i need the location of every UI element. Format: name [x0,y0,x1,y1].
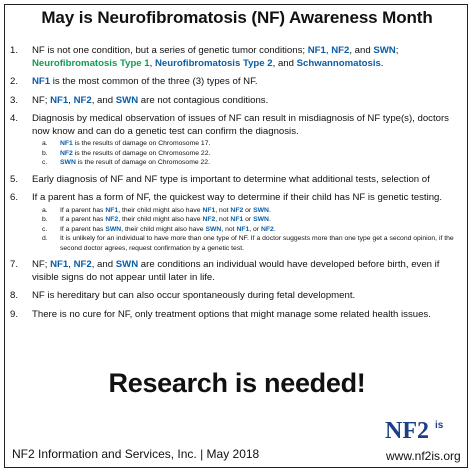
sub-item-letter: c. [42,159,48,166]
sub-item-text [60,139,465,149]
sub-item-letter: a. [42,206,48,214]
list-item [10,76,465,89]
text-segment: , their child might also have [118,216,203,223]
text-segment: NF; [32,259,51,270]
sub-list-item [42,139,465,149]
sub-item-text [60,215,465,225]
highlight-term: NF2 [73,259,92,270]
highlight-term: NF1 [50,259,69,270]
highlight-term: NF2 [331,45,350,56]
highlight-term: NF2 [105,216,119,223]
text-segment: If a parent has [60,225,106,233]
text-segment: , not [215,206,231,214]
highlight-term: NF1 [32,76,51,87]
item-number: 1. [10,45,19,56]
item-text [32,113,465,138]
highlight-term: SWN [115,94,139,106]
text-segment: is the most common of the three (3) types of NF. [50,76,258,87]
item-text [32,45,465,70]
text-segment: If a parent has a form of NF, the quickest way to determine if their child has NF is genetic testing. [32,192,443,203]
website-link[interactable]: www.nf2is.org [386,449,461,463]
item-number: 7. [10,259,19,270]
list-item [10,192,465,253]
highlight-term: NF2 [60,149,73,157]
text-segment: , [325,45,332,56]
highlight-term: SWN [373,45,396,56]
text-segment: , [68,94,74,106]
highlight-term: NF1 [202,206,216,214]
highlight-term: SWN [253,206,269,214]
highlight-term: NF2 [202,216,216,223]
nf2is-logo [385,418,465,446]
text-segment: , and [91,259,116,270]
sub-list [32,139,465,168]
list-item [10,290,465,303]
highlight-term: NF1 [50,94,69,106]
highlight-term: NF2 [73,94,92,106]
text-segment: , [149,57,155,69]
text-segment: , not [221,225,237,233]
highlight-term: SWN [60,159,76,166]
highlight-term: Neurofibromatosis Type 1 [32,57,150,69]
sub-list-item [42,215,465,225]
text-segment: , and [349,45,374,56]
text-segment: ; [395,45,399,56]
sub-item-text [60,225,465,235]
highlight-term: NF1 [60,140,73,147]
sub-item-letter: b. [42,149,48,157]
text-segment: are not contagious conditions. [138,94,269,106]
item-text [32,95,465,108]
text-segment: , [68,259,74,270]
sub-item-text [60,158,465,168]
text-segment: . [380,57,384,69]
highlight-term: NF1 [230,216,244,223]
sub-list-item [42,158,465,168]
item-number: 5. [10,173,19,185]
text-segment: Diagnosis by medical observation of issues of NF can result in misdiagnosis of NF type(s), doctors now know and can do a genetic test can confirm the diagnosis. [32,113,449,137]
item-number: 6. [10,192,19,203]
highlight-term: NF1 [105,206,119,214]
text-segment: , their child might also have [118,206,203,214]
item-number: 2. [10,76,19,87]
highlight-term: SWN [253,216,269,223]
fact-list [10,45,465,327]
list-item [10,45,465,70]
highlight-term: NF2 [230,206,244,214]
text-segment: is the results of damage on Chromosome 22. [72,149,211,157]
highlight-term: NF1 [236,225,250,233]
list-item [10,95,465,108]
sub-list [32,206,465,254]
sub-list-item [42,234,465,253]
highlight-term: Schwannomatosis [296,57,381,69]
highlight-term: SWN [115,259,139,270]
text-segment: or [243,206,254,214]
item-number: 4. [10,113,19,124]
item-number: 9. [10,308,19,320]
highlight-term: SWN [105,225,122,233]
list-item [10,259,465,284]
sub-item-text [60,149,465,159]
text-segment: are conditions an individual would have developed before birth, even if visible signs do not appear until later in life. [32,259,440,283]
sub-list-item [42,225,465,235]
text-segment: or [243,216,254,223]
sub-item-letter: d. [42,235,48,242]
item-text [32,76,465,89]
highlight-term: NF2 [261,225,274,233]
text-segment: . [273,225,276,233]
text-segment: . [268,206,271,214]
sub-item-letter: b. [42,216,48,223]
sub-item-text [60,206,465,216]
item-text [32,192,465,205]
logo-sup: is [435,420,444,431]
text-segment: , their child might also have [121,225,206,233]
text-segment: , and [91,94,116,106]
text-segment: There is no cure for NF, only treatment options that might manage some related health issues. [32,308,431,320]
list-item [10,113,465,168]
text-segment: NF is hereditary but can also occur spontaneously during fetal development. [32,290,356,301]
headline: Research is needed! [108,368,366,398]
list-item [10,309,465,322]
logo-text: NF2 [385,418,429,444]
text-segment: Early diagnosis of NF and NF type is important to determine what additional tests, selection of [32,173,430,185]
sub-item-letter: c. [42,225,48,233]
item-number: 3. [10,94,19,106]
list-item [10,174,465,187]
text-segment: , or [249,225,261,233]
text-segment: NF is not one condition, but a series of genetic tumor conditions; [32,45,308,56]
sub-item-letter: a. [42,140,48,147]
page-title: May is Neurofibromatosis (NF) Awareness Month [41,8,433,27]
highlight-term: Neurofibromatosis Type 2 [154,57,273,69]
highlight-term: NF1 [307,45,326,56]
text-segment: If a parent has [60,216,106,223]
text-segment: , not [215,216,231,223]
item-number: 8. [10,290,19,301]
highlight-term: SWN [205,225,222,233]
item-text [32,259,465,284]
text-segment: , and [272,57,297,69]
text-segment: If a parent has [60,206,106,214]
sub-list-item [42,206,465,216]
item-text [32,290,465,303]
text-segment: It is unlikely for an individual to have more than one type of NF. If a doctor suggests more than one type get a second opinion, if the second doctor agrees, request confirmation by a genetic test. [60,235,454,252]
text-segment: is the result of damage on Chromosome 22. [75,159,210,166]
item-text [32,309,465,322]
footer-text: NF2 Information and Services, Inc. | May 2018 [12,447,260,461]
text-segment: . [268,216,271,223]
text-segment: NF; [32,94,51,106]
sub-list-item [42,149,465,159]
sub-item-text [60,234,465,253]
item-text [32,174,465,187]
text-segment: is the results of damage on Chromosome 17. [72,140,211,147]
